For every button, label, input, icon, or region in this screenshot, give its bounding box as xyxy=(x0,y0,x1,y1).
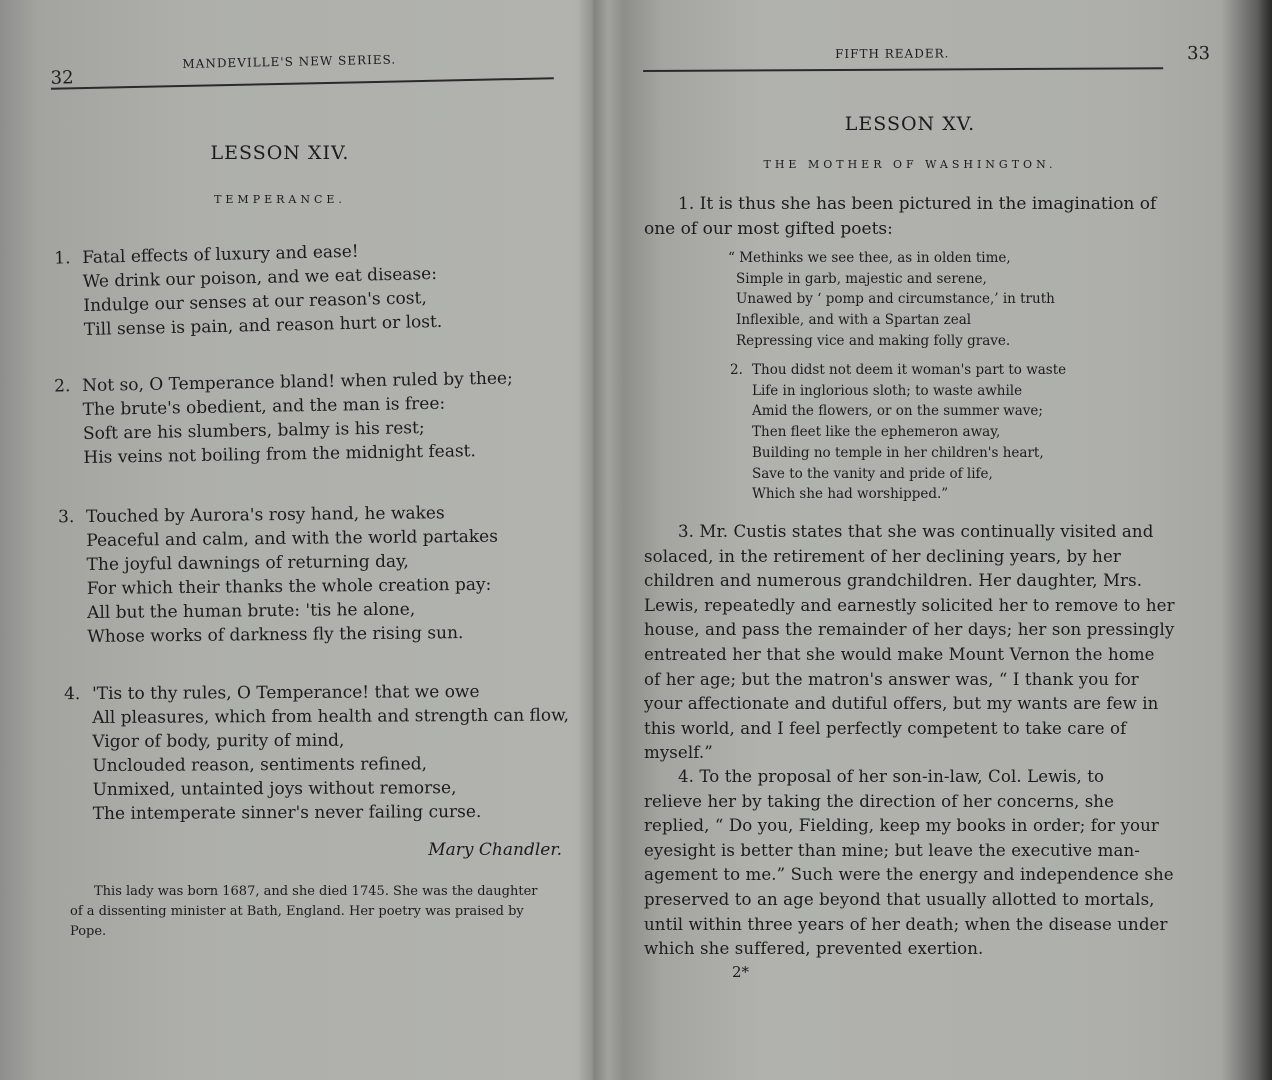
lesson-heading-right: LESSON XV. xyxy=(844,113,976,135)
quote-line: Unawed by ‘ pomp and circumstance,’ in truth xyxy=(736,291,1055,308)
quote-line: Inflexible, and with a Spartan zeal xyxy=(736,312,972,329)
right-running-head xyxy=(640,43,1211,94)
paragraph-3 xyxy=(644,520,1175,766)
stanza-number: 3. xyxy=(58,507,75,528)
text-line: which she suffered, prevented exertion. xyxy=(644,939,984,959)
signature-mark: 2* xyxy=(732,963,750,981)
lesson-subtitle-right: THE MOTHER OF WASHINGTON. xyxy=(763,158,1057,171)
verse-line: Vigor of body, purity of mind, xyxy=(92,730,345,752)
page-number-right: 33 xyxy=(1187,43,1211,65)
stanza xyxy=(54,238,443,342)
verse-line: The intemperate sinner's never failing curse. xyxy=(92,801,482,824)
page-number-left: 32 xyxy=(50,67,74,89)
text-line: 1. It is thus she has been pictured in the imagination of xyxy=(678,194,1157,214)
verse-line: All pleasures, which from health and strength can flow, xyxy=(92,705,570,728)
verse-line: Touched by Aurora's rosy hand, he wakes xyxy=(86,503,445,527)
text-line: children and numerous grandchildren. Her daughter, Mrs. xyxy=(644,571,1143,591)
quote-line: Repressing vice and making folly grave. xyxy=(736,332,1011,349)
stanza xyxy=(54,366,514,470)
text-line: eyesight is better than mine; but leave the executive man- xyxy=(644,840,1140,860)
header-rule-right xyxy=(643,67,1163,72)
footnote-line: Pope. xyxy=(70,924,107,939)
lesson-subtitle-left: TEMPERANCE. xyxy=(214,193,346,206)
quote-line: Which she had worshipped.” xyxy=(752,486,949,503)
book-gutter xyxy=(578,0,608,1080)
stanza xyxy=(64,680,570,826)
quote-line: Amid the flowers, or on the summer wave; xyxy=(752,403,1043,420)
left-running-head xyxy=(40,35,581,94)
verse-line: Whose works of darkness fly the rising sun. xyxy=(87,623,464,647)
lesson-heading-left: LESSON XIV. xyxy=(210,142,350,164)
text-line: myself.” xyxy=(644,743,713,763)
text-line: one of our most gifted poets: xyxy=(644,218,893,239)
text-line: Lewis, repeatedly and earnestly solicited her to remove to her xyxy=(644,595,1175,615)
poem-author: Mary Chandler. xyxy=(428,840,562,860)
text-line: 3. Mr. Custis states that she was continually visited and xyxy=(678,522,1154,541)
footnote-line: This lady was born 1687, and she died 1745. She was the daughter xyxy=(94,884,538,899)
quote-line: Building no temple in her children's heart, xyxy=(752,444,1044,461)
text-line: 4. To the proposal of her son-in-law, Col. Lewis, to xyxy=(678,767,1105,786)
verse-line: Soft are his slumbers, balmy is his rest; xyxy=(82,418,425,444)
verse-line: For which their thanks the whole creation pay: xyxy=(86,574,492,599)
running-head-title-left: MANDEVILLE'S NEW SERIES. xyxy=(182,52,397,72)
running-head-title-right: FIFTH READER. xyxy=(835,46,950,61)
quote-line: Thou didst not deem it woman's part to waste xyxy=(752,362,1067,378)
stanza-number: 1. xyxy=(54,248,71,269)
verse-line: Unclouded reason, sentiments refined, xyxy=(92,754,428,776)
paragraph-4 xyxy=(644,765,1174,962)
verse-line: All but the human brute: 'tis he alone, xyxy=(87,599,416,623)
verse-line: Fatal effects of luxury and ease! xyxy=(82,241,359,268)
text-line: agement to me.” Such were the energy and independence she xyxy=(644,865,1174,885)
verse-line: Peaceful and calm, and with the world partakes xyxy=(86,526,499,551)
text-line: entreated her that she would make Mount Vernon the home xyxy=(644,644,1155,664)
verse-line: Indulge our senses at our reason's cost, xyxy=(83,288,427,316)
quote-line: Then fleet like the ephemeron away, xyxy=(752,424,1001,441)
quote-line: Simple in garb, majestic and serene, xyxy=(736,270,987,287)
footnote xyxy=(70,882,580,942)
poem-quotation xyxy=(728,248,1055,352)
text-line: until within three years of her death; when the disease under xyxy=(644,914,1168,934)
text-line: replied, “ Do you, Fielding, keep my books in order; for your xyxy=(644,816,1159,836)
text-line: relieve her by taking the direction of her concerns, she xyxy=(644,791,1115,811)
verse-line: The joyful dawnings of returning day, xyxy=(86,551,409,575)
text-line: solaced, in the retirement of her declining years, by her xyxy=(644,546,1121,566)
quote-number: 2. xyxy=(730,362,743,378)
text-line: preserved to an age beyond that usually allotted to mortals, xyxy=(644,889,1155,909)
right-page xyxy=(640,0,1211,1080)
verse-line: The brute's obedient, and the man is free: xyxy=(82,393,446,420)
paragraph-1 xyxy=(644,192,1164,241)
header-rule-left xyxy=(51,77,554,90)
verse-line: Not so, O Temperance bland! when ruled by thee; xyxy=(82,368,513,396)
footnote-line: of a dissenting minister at Bath, England. Her poetry was praised by xyxy=(70,904,524,919)
quote-line: “ Methinks we see thee, as in olden time, xyxy=(728,250,1011,266)
verse-line: His veins not boiling from the midnight feast. xyxy=(83,441,477,468)
stanza xyxy=(58,501,499,649)
verse-line: Till sense is pain, and reason hurt or lost. xyxy=(83,311,443,340)
quote-line: Life in inglorious sloth; to waste awhile xyxy=(752,382,1023,399)
verse-line: Unmixed, untainted joys without remorse, xyxy=(92,778,457,800)
verse-line: We drink our poison, and we eat disease: xyxy=(82,263,438,292)
text-line: house, and pass the remainder of her days; her son pressingly xyxy=(644,620,1175,640)
text-line: your affectionate and dutiful offers, but my wants are few in xyxy=(644,694,1159,714)
text-line: this world, and I feel perfectly competent to take care of xyxy=(644,718,1127,738)
poem-quotation xyxy=(730,360,1067,505)
left-page xyxy=(40,0,580,1080)
text-line: of her age; but the matron's answer was, “ I thank you for xyxy=(644,669,1139,689)
quote-line: Save to the vanity and pride of life, xyxy=(752,465,993,482)
verse-line: 'Tis to thy rules, O Temperance! that we owe xyxy=(92,681,480,704)
stanza-number: 4. xyxy=(64,684,81,705)
stanza-number: 2. xyxy=(54,376,71,397)
book-edge xyxy=(1258,0,1272,1080)
